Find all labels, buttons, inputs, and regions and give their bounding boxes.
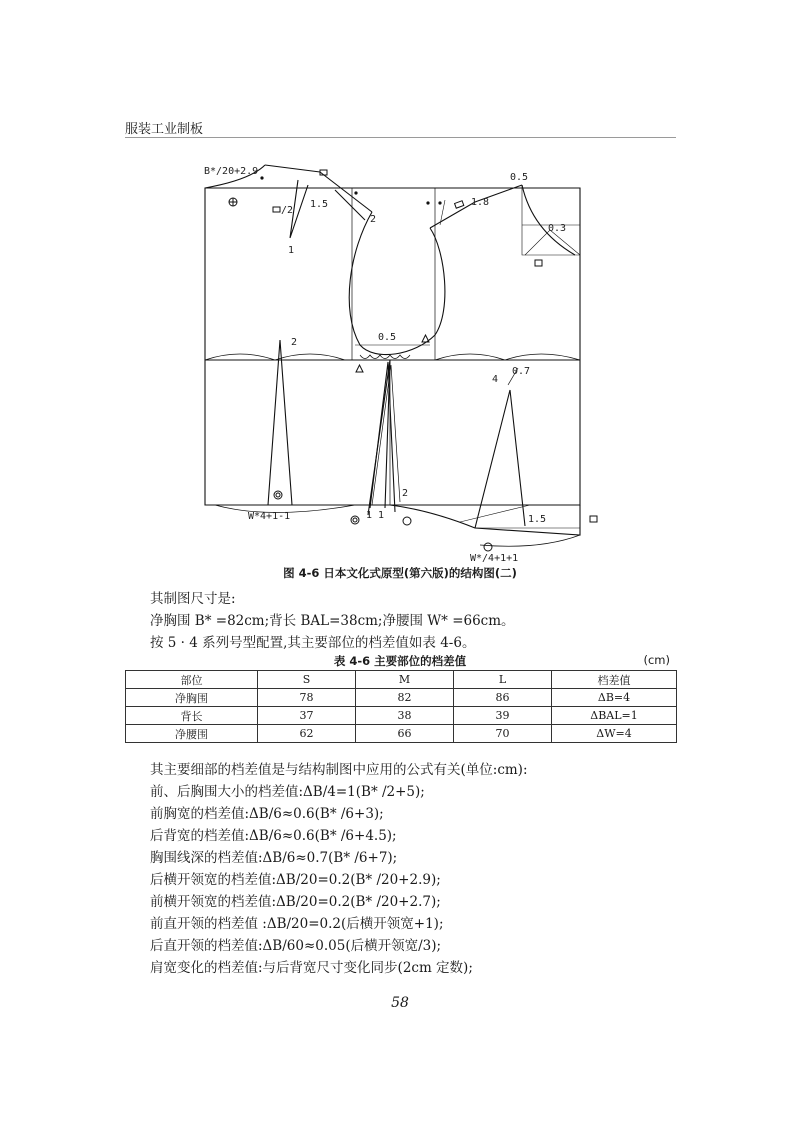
label-back-waist: W*4+1-1: [248, 511, 291, 522]
paragraph-line: 前胸宽的档差值:ΔB/6≈0.6(B* /6+3);: [150, 806, 384, 822]
table-cell: 82: [356, 689, 454, 707]
paragraph-line: 其制图尺寸是:: [150, 591, 236, 607]
table-cell: ΔB=4: [552, 689, 677, 707]
label-side-dart-c: 2: [402, 488, 409, 499]
figure-caption: 图 4-6 日本文化式原型(第六版)的结构图(二): [283, 566, 517, 580]
paragraph-line: 后直开领的档差值:ΔB/60≈0.05(后横开领宽/3);: [150, 938, 442, 954]
front-waist-dart: [475, 390, 525, 528]
paragraph-line: 后横开领宽的档差值:ΔB/20=0.2(B* /20+2.9);: [150, 872, 441, 888]
label-back-dart: 1.5: [310, 199, 329, 210]
paragraph-line: 净胸围 B* =82cm;背长 BAL=38cm;净腰围 W* =66cm。: [150, 613, 515, 629]
label-back-waist-dart: 2: [291, 337, 298, 348]
table-header-cell: 部位: [126, 671, 258, 689]
table-cell: ΔBAL=1: [552, 707, 677, 725]
page-number: 58: [391, 995, 409, 1011]
table-header-cell: M: [356, 671, 454, 689]
label-back-dart-half: /2: [281, 205, 294, 216]
label-front-shoulder: 1.8: [471, 197, 490, 208]
table-cell: 背长: [126, 707, 258, 725]
label-front-neck: 0.5: [510, 172, 529, 183]
paragraph-line: 肩宽变化的档差值:与后背宽尺寸变化同步(2cm 定数);: [150, 960, 473, 976]
table-cell: 37: [258, 707, 356, 725]
table-header-cell: 档差值: [552, 671, 677, 689]
table-cell: 78: [258, 689, 356, 707]
paragraph-line: 按 5 · 4 系列号型配置,其主要部位的档差值如表 4-6。: [150, 635, 476, 651]
table-cell: ΔW=4: [552, 725, 677, 743]
table-cell: 39: [454, 707, 552, 725]
label-back-dart-depth: 1: [288, 245, 295, 256]
table-row: [126, 707, 677, 725]
table-unit: (cm): [643, 653, 670, 667]
table-cell: 净腰围: [126, 725, 258, 743]
label-side-dart-a: 1: [366, 510, 373, 521]
triangle-mark: [422, 335, 429, 342]
armhole-curve: [349, 212, 445, 355]
table-header-cell: S: [258, 671, 356, 689]
header-rule: [125, 137, 676, 138]
table-row: [126, 725, 677, 743]
label-shoulder-front: 2: [370, 214, 377, 225]
running-head: 服装工业制板: [125, 122, 204, 137]
paragraph-line: 前直开领的档差值 :ΔB/20=0.2(后横开领宽+1);: [150, 916, 444, 932]
label-front-side: 4: [492, 374, 499, 385]
table-caption: 表 4-6 主要部位的档差值: [333, 654, 467, 668]
table-header-row: [126, 671, 677, 689]
table-cell: 70: [454, 725, 552, 743]
label-back-neck: B*/20+2.9: [204, 166, 259, 177]
pattern-draft-figure: [190, 150, 610, 565]
table-header-cell: L: [454, 671, 552, 689]
grading-table: [125, 670, 677, 743]
table-cell: 净胸围: [126, 689, 258, 707]
paragraph-line: 前、后胸围大小的档差值:ΔB/4=1(B* /2+5);: [150, 784, 425, 800]
label-armhole-bottom: 0.5: [378, 332, 397, 343]
table-cell: 38: [356, 707, 454, 725]
table-cell: 66: [356, 725, 454, 743]
table-cell: 62: [258, 725, 356, 743]
label-front-waist: W*/4+1+1: [470, 553, 519, 564]
label-front-hem: 1.5: [528, 514, 547, 525]
paragraph-line: 其主要细部的档差值是与结构制图中应用的公式有关(单位:cm):: [150, 762, 528, 778]
back-waist-dart: [268, 340, 292, 505]
paragraph-line: 胸围线深的档差值:ΔB/6≈0.7(B* /6+7);: [150, 850, 398, 866]
paragraph-line: 后背宽的档差值:ΔB/6≈0.6(B* /6+4.5);: [150, 828, 397, 844]
label-neck-side: 0.3: [548, 223, 567, 234]
table-row: [126, 689, 677, 707]
front-hem: [390, 505, 580, 535]
table-cell: 86: [454, 689, 552, 707]
label-front-side-val: 0.7: [512, 366, 531, 377]
paragraph-line: 前横开领宽的档差值:ΔB/20=0.2(B* /20+2.7);: [150, 894, 441, 910]
label-side-dart-b: 1: [378, 510, 385, 521]
